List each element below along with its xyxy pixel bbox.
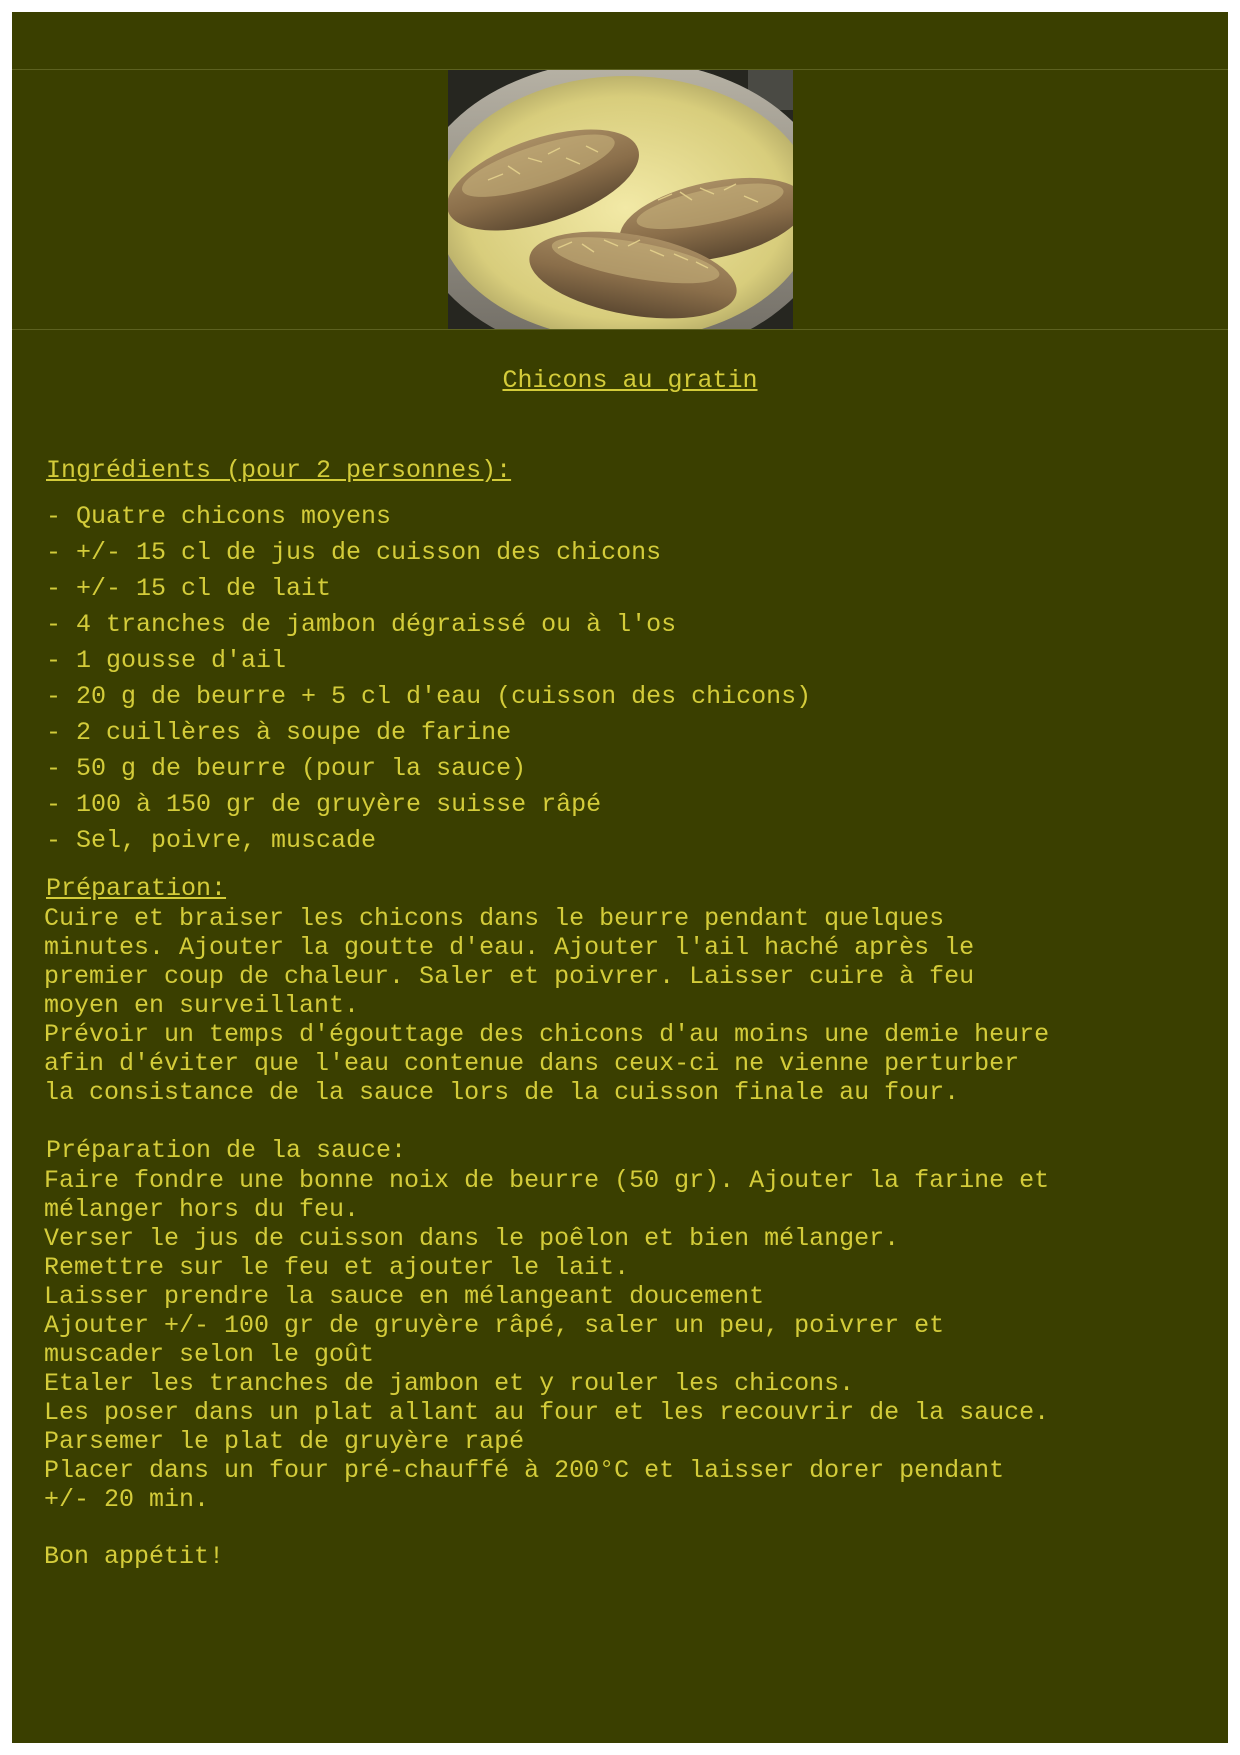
preparation-line: Prévoir un temps d'égouttage des chicons d'au moins une demie heure xyxy=(44,1020,1050,1049)
sauce-line: Ajouter +/- 100 gr de gruyère râpé, saler un peu, poivrer et xyxy=(44,1311,945,1340)
sauce-line: Etaler les tranches de jambon et y rouler les chicons. xyxy=(44,1369,855,1398)
ingredients-list xyxy=(46,499,811,859)
sauce-line: mélanger hors du feu. xyxy=(44,1195,360,1224)
ingredient-item: - +/- 15 cl de lait xyxy=(46,574,332,603)
sauce-line: Remettre sur le feu et ajouter le lait. xyxy=(44,1253,630,1282)
ingredient-item: - Quatre chicons moyens xyxy=(46,502,392,531)
sauce-line: Placer dans un four pré-chauffé à 200°C et laisser dorer pendant xyxy=(44,1456,1005,1485)
sauce-line: Laisser prendre la sauce en mélangeant doucement xyxy=(44,1282,765,1311)
ingredient-item: - 1 gousse d'ail xyxy=(46,646,287,675)
preparation-line: minutes. Ajouter la goutte d'eau. Ajouter l'ail haché après le xyxy=(44,933,975,962)
sauce-line: Verser le jus de cuisson dans le poêlon et bien mélanger. xyxy=(44,1224,900,1253)
ingredients-heading: Ingrédients (pour 2 personnes): xyxy=(46,456,512,485)
closing-text: Bon appétit! xyxy=(44,1542,225,1571)
preparation-line: moyen en surveillant. xyxy=(44,991,360,1020)
sauce-line: Parsemer le plat de gruyère rapé xyxy=(44,1427,525,1456)
ingredient-item: - 4 tranches de jambon dégraissé ou à l'os xyxy=(46,610,677,639)
preparation-line: premier coup de chaleur. Saler et poivrer. Laisser cuire à feu xyxy=(44,962,975,991)
gratin-photo xyxy=(448,70,793,329)
preparation-line: afin d'éviter que l'eau contenue dans ceux-ci ne vienne perturber xyxy=(44,1049,1020,1078)
ingredient-item: - 100 à 150 gr de gruyère suisse râpé xyxy=(46,790,602,819)
preparation-line: la consistance de la sauce lors de la cuisson finale au four. xyxy=(44,1078,960,1107)
recipe-title: Chicons au gratin xyxy=(502,366,758,395)
sauce-line: Les poser dans un plat allant au four et les recouvrir de la sauce. xyxy=(44,1398,1050,1427)
photo-band xyxy=(12,70,1228,330)
ingredient-item: - 50 g de beurre (pour la sauce) xyxy=(46,754,527,783)
recipe-page xyxy=(12,12,1228,1743)
sauce-line: +/- 20 min. xyxy=(44,1485,210,1514)
sauce-line: muscader selon le goût xyxy=(44,1340,375,1369)
preparation-line: Cuire et braiser les chicons dans le beurre pendant quelques xyxy=(44,904,945,933)
header-band xyxy=(12,12,1228,70)
ingredient-item: - Sel, poivre, muscade xyxy=(46,826,377,855)
ingredient-item: - 20 g de beurre + 5 cl d'eau (cuisson des chicons) xyxy=(46,682,812,711)
sauce-text xyxy=(44,1166,1224,1514)
sauce-heading: Préparation de la sauce: xyxy=(46,1136,407,1165)
preparation-heading: Préparation: xyxy=(46,874,227,903)
ingredient-item: - 2 cuillères à soupe de farine xyxy=(46,718,512,747)
preparation-text xyxy=(44,904,1224,1107)
sauce-line: Faire fondre une bonne noix de beurre (50 gr). Ajouter la farine et xyxy=(44,1166,1050,1195)
ingredient-item: - +/- 15 cl de jus de cuisson des chicons xyxy=(46,538,662,567)
